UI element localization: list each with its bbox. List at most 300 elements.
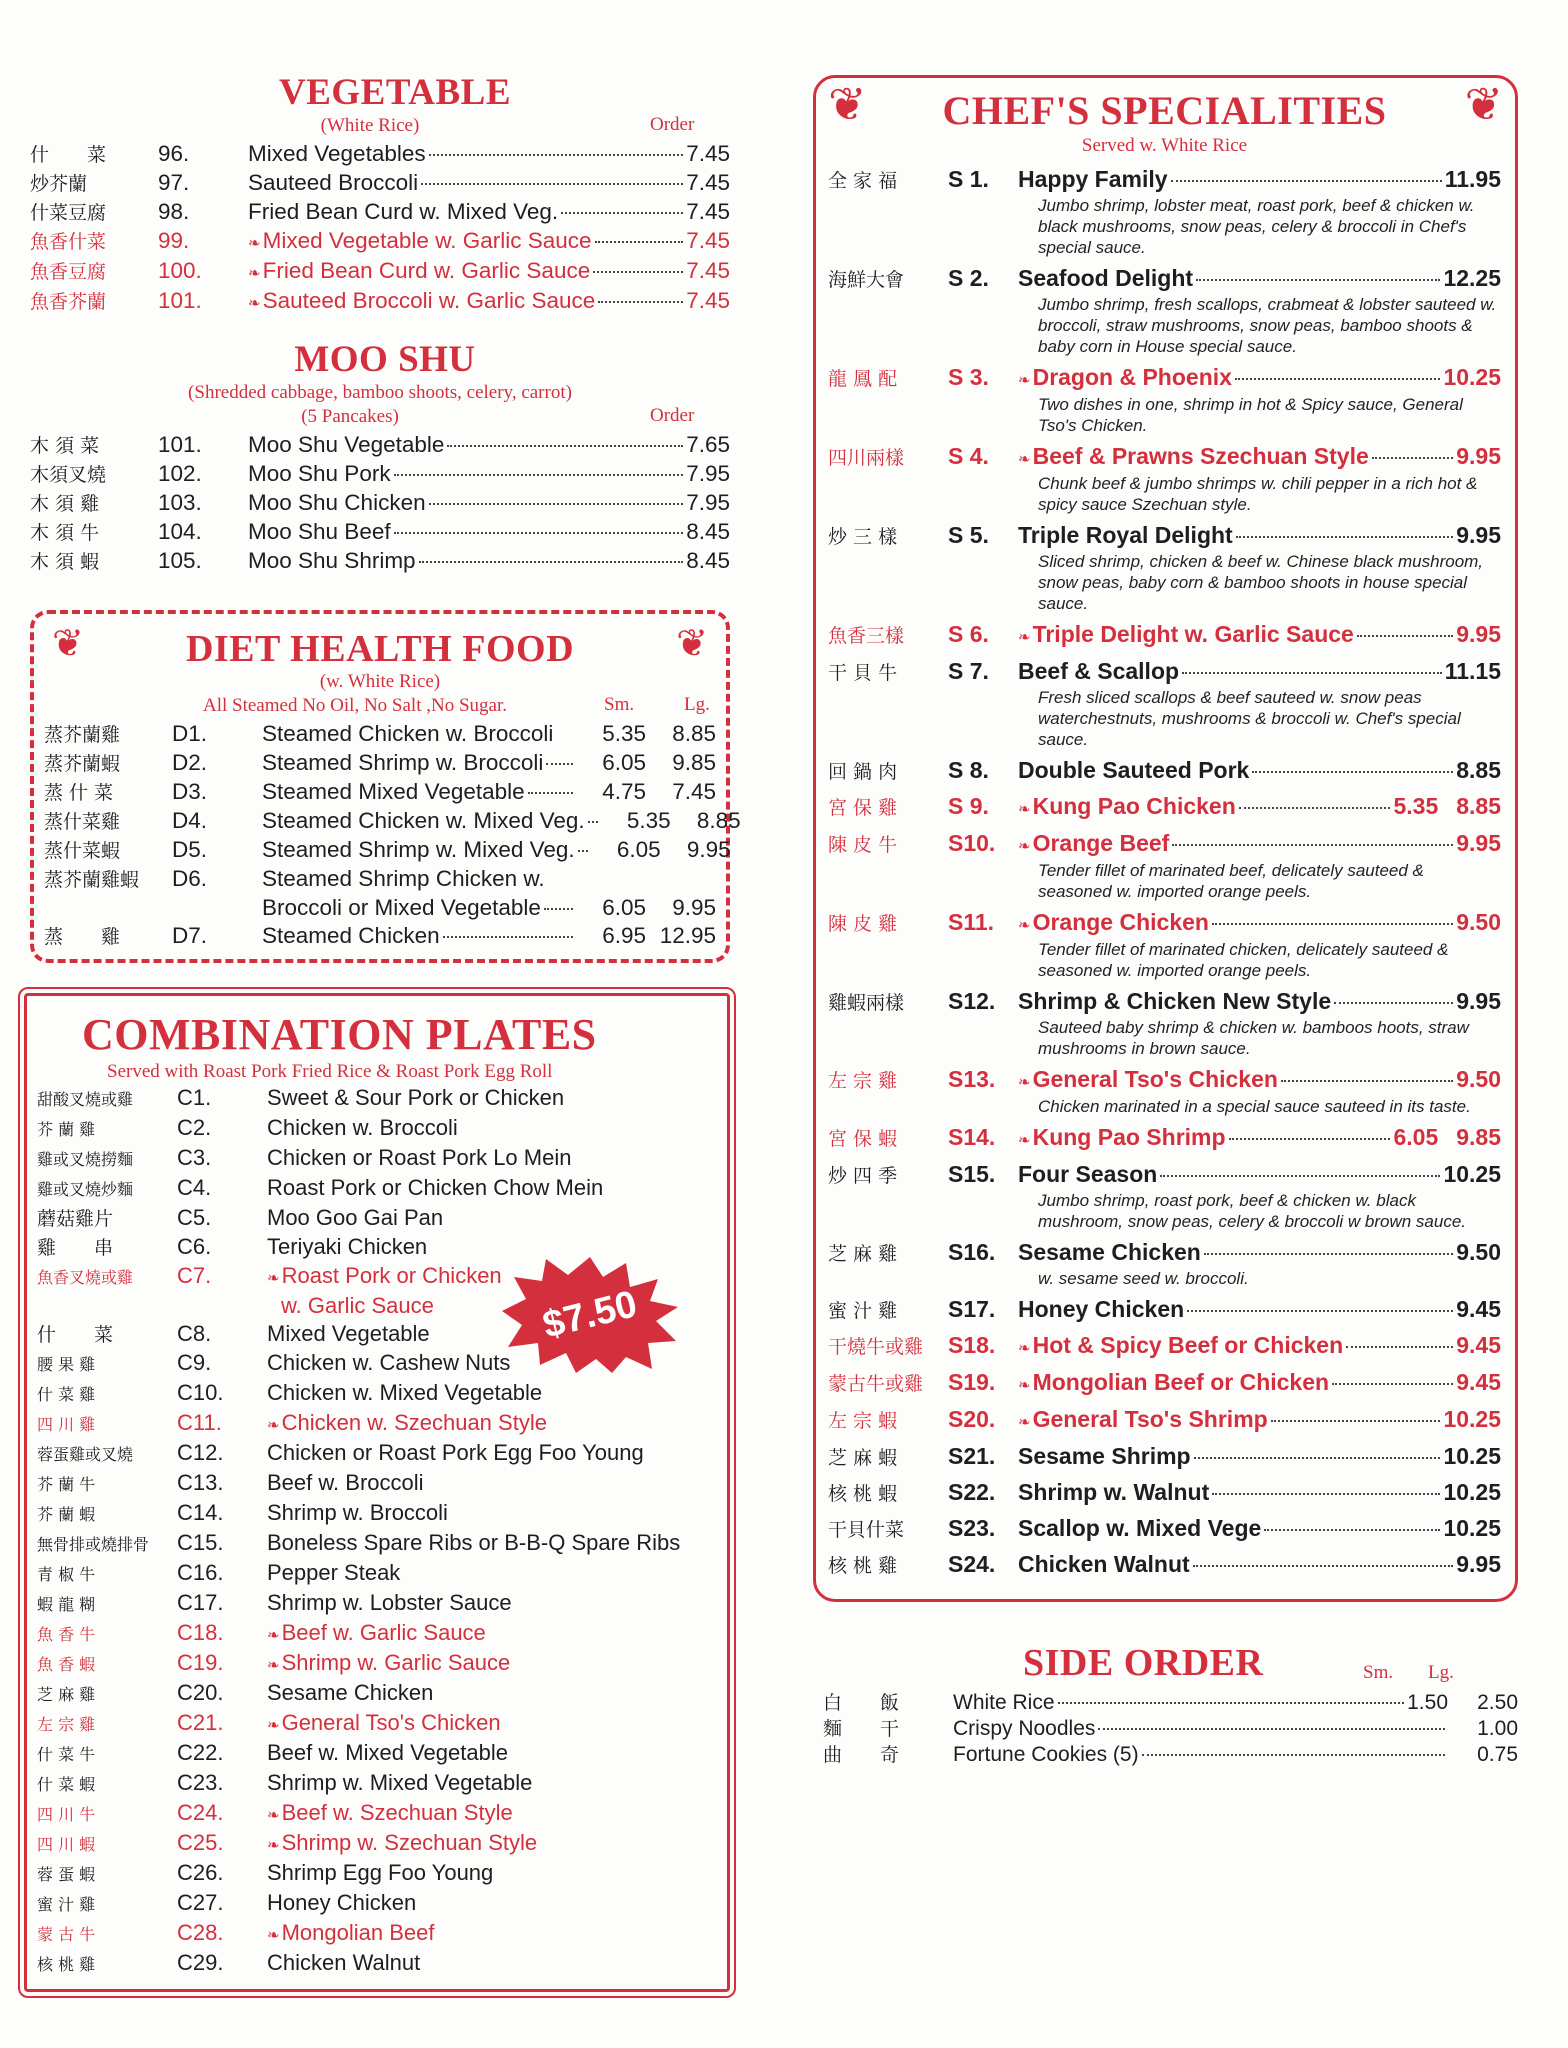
menu-item[interactable] <box>37 1559 715 1589</box>
diet-section <box>30 610 741 963</box>
item-code: C27. <box>177 1890 224 1915</box>
dot-leader <box>1193 1565 1454 1567</box>
chili-pepper-icon: ❧ <box>1018 1339 1031 1357</box>
item-name: Orange Chicken <box>1032 909 1209 935</box>
menu-item[interactable] <box>37 1529 715 1559</box>
chinese-name: 甜酸叉燒或雞 <box>37 1090 134 1109</box>
chinese-name: 炒 三 樣 <box>828 526 898 548</box>
item-name: Sauteed Broccoli w. Garlic Sauce <box>262 288 596 313</box>
dot-leader <box>1346 1346 1453 1348</box>
chef-item-row <box>828 830 1501 860</box>
dot-leader <box>443 936 573 938</box>
dot-leader <box>1264 1529 1440 1531</box>
price-large: 8.85 <box>696 808 741 833</box>
price-small: 6.05 <box>616 837 661 862</box>
item-code: C29. <box>177 1950 224 1975</box>
chef-item[interactable] <box>828 443 1501 515</box>
item-code: C22. <box>177 1740 224 1765</box>
item-name: Steamed Shrimp Chicken w. <box>262 866 545 891</box>
menu-item[interactable] <box>30 198 730 227</box>
menu-item[interactable] <box>37 1859 715 1889</box>
item-name: Shrimp w. Garlic Sauce <box>281 1650 511 1675</box>
menu-item[interactable] <box>37 1439 715 1469</box>
item-code: S21. <box>948 1443 996 1469</box>
item-name: Steamed Shrimp w. Mixed Veg. <box>262 837 575 862</box>
chinese-name: 芝 麻 蝦 <box>828 1447 898 1469</box>
menu-item[interactable] <box>44 865 716 894</box>
chinese-name: 什 菜 雞 <box>37 1385 96 1404</box>
chef-item-row <box>828 265 1501 294</box>
item-name: Beef w. Garlic Sauce <box>281 1620 486 1645</box>
item-name: Shrimp w. Walnut <box>1018 1479 1210 1505</box>
menu-item[interactable] <box>44 836 731 865</box>
item-price: 9.45 <box>1456 1296 1501 1322</box>
item-price: 7.65 <box>686 432 730 457</box>
item-price: 10.25 <box>1443 1161 1501 1187</box>
item-code: 99. <box>158 228 190 253</box>
item-code: D2. <box>172 750 208 775</box>
chinese-name: 曲 奇 <box>823 1744 900 1766</box>
side-section <box>813 1642 1518 1768</box>
item-name: Fried Bean Curd w. Mixed Veg. <box>248 199 559 224</box>
item-description: Sauteed baby shrimp & chicken w. bamboos hoots, straw mushrooms in brown sauce. <box>1038 1018 1469 1058</box>
item-name: Moo Shu Beef <box>248 519 391 544</box>
price-small: 6.05 <box>602 895 646 920</box>
menu-item[interactable] <box>37 1084 715 1114</box>
chinese-name: 木 須 蝦 <box>30 551 100 573</box>
chef-list <box>828 166 1501 1580</box>
item-price: 7.45 <box>686 170 730 195</box>
chinese-name: 核 桃 雞 <box>828 1555 898 1577</box>
dot-leader <box>1171 180 1442 182</box>
chef-item[interactable] <box>828 621 1501 651</box>
chef-item[interactable] <box>828 1296 1501 1325</box>
chinese-name: 魚香豆腐 <box>30 261 107 283</box>
item-name: White Rice <box>953 1691 1055 1714</box>
chinese-name: 芥 蘭 牛 <box>37 1475 96 1494</box>
chef-item[interactable] <box>828 988 1501 1059</box>
chef-item-row <box>828 1066 1501 1096</box>
chinese-name: 龍 鳳 配 <box>828 368 898 390</box>
item-code: S 3. <box>948 364 989 390</box>
chef-item-row <box>828 1332 1501 1362</box>
item-code: D1. <box>172 721 208 746</box>
dot-leader <box>429 503 684 505</box>
chinese-name: 魚香芥蘭 <box>30 291 107 313</box>
item-description: Tender fillet of marinated chicken, delicately sauteed & seasoned w. imported orange peels. <box>1038 940 1449 980</box>
item-price: 9.50 <box>1456 909 1501 935</box>
chef-item-row <box>828 757 1501 786</box>
item-description: Jumbo shrimp, roast pork, beef & chicken w. black mushroom, snow peas, celery & broccoli w brown sauce. <box>1038 1191 1467 1231</box>
item-price: 9.50 <box>1456 1239 1501 1265</box>
item-code: C19. <box>177 1650 224 1675</box>
vegetable-title: VEGETABLE <box>278 72 512 113</box>
chinese-name: 什 菜 <box>30 144 107 166</box>
item-name: Pepper Steak <box>267 1560 401 1585</box>
chili-pepper-icon: ❧ <box>1018 1073 1031 1091</box>
item-code: S14. <box>948 1124 996 1150</box>
diet-lg-label: Lg. <box>684 694 710 715</box>
chef-item[interactable] <box>828 522 1501 614</box>
chinese-name: 蘑菇雞片 <box>37 1208 114 1230</box>
chef-item-row <box>828 909 1501 939</box>
item-price: 10.25 <box>1443 1443 1501 1469</box>
menu-item[interactable] <box>44 749 716 778</box>
item-code: D5. <box>172 837 208 862</box>
menu-item[interactable] <box>37 1379 715 1409</box>
chinese-name: 雞 串 <box>37 1237 114 1259</box>
diet-title: DIET HEALTH FOOD <box>185 628 575 670</box>
item-name: Honey Chicken <box>1018 1296 1185 1322</box>
chef-item-row <box>828 1239 1501 1268</box>
menu-item[interactable] <box>37 1174 715 1204</box>
chinese-name: 雞或叉燒撈麵 <box>37 1150 134 1169</box>
item-code: S 1. <box>948 166 989 192</box>
item-code: C3. <box>177 1145 212 1170</box>
price-large: 1.00 <box>1477 1717 1518 1740</box>
chinese-name: 無骨排或燒排骨 <box>37 1535 150 1554</box>
menu-item[interactable] <box>44 720 716 749</box>
dot-leader <box>1281 1080 1453 1082</box>
diet-list <box>44 720 741 951</box>
chinese-name: 左 宗 雞 <box>828 1070 898 1092</box>
item-code: C13. <box>177 1470 224 1495</box>
item-code: C11. <box>177 1410 222 1435</box>
chef-item-row <box>828 1124 1501 1154</box>
menu-item[interactable] <box>37 1739 715 1769</box>
menu-item[interactable] <box>30 140 730 169</box>
chef-item-row <box>828 522 1501 551</box>
item-price: 9.95 <box>1456 522 1501 548</box>
chinese-name: 海鮮大會 <box>828 269 905 291</box>
item-name: Shrimp & Chicken New Style <box>1018 988 1332 1014</box>
menu-item[interactable] <box>823 1690 1518 1716</box>
item-description: Tender fillet of marinated beef, delicately sauteed & seasoned w. imported orange peels. <box>1038 861 1424 901</box>
menu-item[interactable] <box>37 1499 715 1529</box>
holly-ornament-icon: ❦ <box>828 78 867 130</box>
item-name: Triple Delight w. Garlic Sauce <box>1032 621 1354 647</box>
item-name: Roast Pork or Chicken <box>281 1263 502 1288</box>
chinese-name: 左 宗 蝦 <box>828 1410 898 1432</box>
mooshu-list <box>30 431 730 576</box>
chinese-name: 芥 蘭 雞 <box>37 1120 96 1139</box>
chili-pepper-icon: ❧ <box>248 234 261 252</box>
menu-item[interactable] <box>30 518 730 547</box>
dot-leader <box>1160 1175 1440 1177</box>
item-name: General Tso's Shrimp <box>1032 1406 1268 1432</box>
chef-item[interactable] <box>828 265 1501 357</box>
chef-item[interactable] <box>828 830 1501 902</box>
price-large: 8.85 <box>672 721 716 746</box>
menu-item[interactable] <box>30 257 730 287</box>
item-code: S11. <box>948 909 995 935</box>
vegetable-order-label: Order <box>650 114 695 135</box>
item-code: C7. <box>177 1263 212 1288</box>
item-price: 8.45 <box>686 548 730 573</box>
item-code: 105. <box>158 548 202 573</box>
item-code: S 6. <box>948 621 989 647</box>
price-small: 4.75 <box>602 779 646 804</box>
item-name: Beef & Prawns Szechuan Style <box>1032 443 1369 469</box>
menu-item[interactable] <box>37 1409 715 1439</box>
chef-item-row <box>828 1443 1501 1472</box>
item-name: Orange Beef <box>1032 830 1170 856</box>
item-code: D6. <box>172 866 208 891</box>
holly-ornament-icon: ❦ <box>52 623 84 665</box>
dot-leader <box>1187 1310 1453 1312</box>
chili-pepper-icon: ❧ <box>267 1656 280 1674</box>
chinese-name: 蒸芥蘭雞蝦 <box>44 869 140 891</box>
chef-item[interactable] <box>828 364 1501 436</box>
price-large: 7.45 <box>672 779 716 804</box>
chef-item[interactable] <box>828 658 1501 750</box>
price-small: 6.05 <box>602 750 646 775</box>
chinese-name: 木 須 菜 <box>30 435 100 457</box>
menu-item[interactable] <box>37 1919 715 1949</box>
menu-item <box>44 894 716 922</box>
menu-item[interactable] <box>37 1469 715 1499</box>
chef-item[interactable] <box>828 1479 1501 1508</box>
chinese-name: 四 川 蝦 <box>37 1835 96 1854</box>
item-price: 7.95 <box>686 461 730 486</box>
item-description: Sliced shrimp, chicken & beef w. Chinese black mushroom, snow peas, baby corn & bamboo shoots in house special sauce. <box>1038 552 1484 613</box>
item-name: General Tso's Chicken <box>1032 1066 1278 1092</box>
menu-item[interactable] <box>37 1889 715 1919</box>
chinese-name: 蒸什菜蝦 <box>44 840 121 862</box>
chinese-name: 陳 皮 雞 <box>828 913 898 935</box>
dot-leader <box>1332 1383 1453 1385</box>
item-name: General Tso's Chicken <box>281 1710 501 1735</box>
chef-item-row <box>828 364 1501 394</box>
dot-leader <box>578 850 588 852</box>
chili-pepper-icon: ❧ <box>267 1926 280 1944</box>
price-large: 2.50 <box>1477 1691 1518 1714</box>
item-name: Dragon & Phoenix <box>1032 364 1232 390</box>
price-small: 1.50 <box>1407 1691 1448 1714</box>
chili-pepper-icon: ❧ <box>267 1836 280 1854</box>
item-price: 9.95 <box>1456 621 1501 647</box>
chef-item-row <box>828 1296 1501 1325</box>
chef-item[interactable] <box>828 1443 1501 1472</box>
chinese-name: 四 川 牛 <box>37 1805 96 1824</box>
chef-item-row <box>828 621 1501 651</box>
chef-item-row <box>828 1551 1501 1580</box>
dot-leader <box>394 532 684 534</box>
chinese-name: 左 宗 雞 <box>37 1715 96 1734</box>
dot-leader <box>1252 771 1453 773</box>
menu-item[interactable] <box>44 922 716 951</box>
chef-item-row <box>828 1369 1501 1399</box>
item-code: C24. <box>177 1800 224 1825</box>
item-code: C9. <box>177 1350 212 1375</box>
dot-leader <box>447 445 683 447</box>
chili-pepper-icon: ❧ <box>248 294 261 312</box>
item-name: Shrimp w. Szechuan Style <box>281 1830 538 1855</box>
chef-item[interactable] <box>828 1124 1501 1154</box>
item-name: Happy Family <box>1018 166 1168 192</box>
item-code: S20. <box>948 1406 996 1432</box>
chef-item[interactable] <box>828 757 1501 786</box>
item-name: Four Season <box>1018 1161 1158 1187</box>
item-code: S 5. <box>948 522 989 548</box>
chef-item-row <box>828 1406 1501 1436</box>
chili-pepper-icon: ❧ <box>1018 628 1031 646</box>
item-name: Chicken Walnut <box>1018 1551 1190 1577</box>
mooshu-subtitle: (Shredded cabbage, bamboo shoots, celery, carrot) <box>188 382 572 403</box>
menu-item[interactable] <box>44 807 741 836</box>
chef-section <box>813 75 1518 1602</box>
dot-leader <box>1142 1754 1445 1756</box>
item-name: Sweet & Sour Pork or Chicken <box>267 1085 565 1110</box>
dot-leader <box>1271 1420 1441 1422</box>
chef-item[interactable] <box>828 1406 1501 1436</box>
chef-item[interactable] <box>828 1515 1501 1544</box>
side-list <box>823 1690 1518 1768</box>
menu-item[interactable] <box>37 1799 715 1829</box>
item-code: S17. <box>948 1296 996 1322</box>
dot-leader <box>598 301 683 303</box>
menu-item[interactable] <box>30 227 730 257</box>
chili-pepper-icon: ❧ <box>1018 800 1031 818</box>
item-code: S 7. <box>948 658 989 684</box>
dot-leader <box>429 154 684 156</box>
item-name: Double Sauteed Pork <box>1018 757 1250 783</box>
dot-leader <box>1194 1457 1441 1459</box>
item-name: Sauteed Broccoli <box>248 170 419 195</box>
chef-item-row <box>828 1479 1501 1508</box>
chinese-name: 蓉 蛋 蝦 <box>37 1865 96 1884</box>
item-code: 102. <box>158 461 202 486</box>
chili-pepper-icon: ❧ <box>1018 450 1031 468</box>
item-code: C23. <box>177 1770 224 1795</box>
item-name: Kung Pao Chicken <box>1032 793 1236 819</box>
chinese-name: 蒸什菜雞 <box>44 811 121 833</box>
item-code: S 8. <box>948 757 989 783</box>
dot-leader <box>1204 1253 1453 1255</box>
menu-item[interactable] <box>37 1679 715 1709</box>
menu-item[interactable] <box>30 460 730 489</box>
item-price: 10.25 <box>1443 1406 1501 1432</box>
price-large: 0.75 <box>1477 1743 1518 1766</box>
price-badge <box>500 1255 680 1375</box>
chili-pepper-icon: ❧ <box>1018 837 1031 855</box>
chef-item[interactable] <box>828 909 1501 981</box>
chinese-name: 什 菜 蝦 <box>37 1775 96 1794</box>
menu-item[interactable] <box>37 1114 715 1144</box>
chef-item[interactable] <box>828 1239 1501 1289</box>
item-description: Chicken marinated in a special sauce sauteed in its taste. <box>1038 1097 1471 1116</box>
menu-item[interactable] <box>30 169 730 198</box>
item-price: 9.45 <box>1456 1369 1501 1395</box>
menu-item[interactable] <box>823 1742 1518 1768</box>
vegetable-list <box>30 140 730 317</box>
item-name: Beef w. Mixed Vegetable <box>267 1740 508 1765</box>
chef-item-row <box>828 658 1501 687</box>
chili-pepper-icon: ❧ <box>1018 371 1031 389</box>
menu-item[interactable] <box>37 1949 715 1979</box>
chinese-name: 麵 干 <box>823 1718 900 1740</box>
item-code: 101. <box>158 432 202 457</box>
mooshu-title: MOO SHU <box>294 339 476 380</box>
item-price: 10.25 <box>1443 1479 1501 1505</box>
chinese-name: 魚 香 蝦 <box>37 1655 96 1674</box>
chef-title: CHEF'S SPECIALITIES <box>942 88 1387 133</box>
item-price: 11.15 <box>1444 658 1501 684</box>
item-name: Moo Shu Shrimp <box>248 548 416 573</box>
dot-leader <box>1239 807 1391 809</box>
menu-item[interactable] <box>30 489 730 518</box>
menu-item[interactable] <box>30 547 730 576</box>
chef-item[interactable] <box>828 166 1501 258</box>
item-price: 7.45 <box>686 228 730 253</box>
chef-item[interactable] <box>828 793 1501 823</box>
menu-item[interactable] <box>30 287 730 317</box>
chili-pepper-icon: ❧ <box>267 1416 280 1434</box>
item-price: 9.95 <box>1456 1551 1501 1577</box>
menu-item[interactable] <box>37 1619 715 1649</box>
menu-item[interactable] <box>37 1589 715 1619</box>
item-name: Steamed Shrimp w. Broccoli <box>262 750 544 775</box>
side-lg-label: Lg. <box>1428 1662 1454 1683</box>
chef-item[interactable] <box>828 1161 1501 1232</box>
chef-item[interactable] <box>828 1332 1501 1362</box>
menu-item[interactable] <box>37 1144 715 1174</box>
menu-item[interactable] <box>823 1716 1518 1742</box>
item-name: Steamed Chicken <box>262 923 440 948</box>
chinese-name: 炒 四 季 <box>828 1165 898 1187</box>
item-name: Moo Shu Pork <box>248 461 391 486</box>
menu-item[interactable] <box>37 1649 715 1679</box>
item-name: Kung Pao Shrimp <box>1032 1124 1226 1150</box>
chinese-name: 魚香叉燒或雞 <box>37 1268 134 1287</box>
chef-item[interactable] <box>828 1369 1501 1399</box>
chinese-name: 宮 保 蝦 <box>828 1128 898 1150</box>
chili-pepper-icon: ❧ <box>1018 1131 1031 1149</box>
chinese-name: 干貝什菜 <box>828 1519 905 1541</box>
item-name: Steamed Chicken w. Broccoli <box>262 721 554 746</box>
holly-ornament-icon: ❦ <box>676 623 708 665</box>
item-code: S23. <box>948 1515 996 1541</box>
menu-item[interactable] <box>44 778 716 807</box>
chinese-name: 干 貝 牛 <box>828 662 898 684</box>
diet-subtitle: (w. White Rice) <box>319 671 441 692</box>
item-code: C5. <box>177 1205 212 1230</box>
chef-item[interactable] <box>828 1066 1501 1117</box>
dot-leader <box>419 561 684 563</box>
item-name: Honey Chicken <box>267 1890 417 1915</box>
chef-item[interactable] <box>828 1551 1501 1580</box>
price-small: 5.35 <box>602 721 646 746</box>
menu-item[interactable] <box>37 1204 715 1233</box>
item-name: w. Garlic Sauce <box>281 1293 434 1318</box>
menu-item[interactable] <box>37 1709 715 1739</box>
item-price: 7.45 <box>686 141 730 166</box>
chinese-name: 蜜 汁 雞 <box>37 1895 96 1914</box>
chinese-name: 木 須 雞 <box>30 493 100 515</box>
item-name: Steamed Chicken w. Mixed Veg. <box>262 808 585 833</box>
menu-item[interactable] <box>37 1829 715 1859</box>
chinese-name: 四 川 雞 <box>37 1415 96 1434</box>
dot-leader <box>1334 1002 1453 1004</box>
price-large: 12.95 <box>659 923 716 948</box>
price-large: 9.95 <box>672 895 716 920</box>
menu-item[interactable] <box>30 431 730 460</box>
dot-leader <box>1098 1728 1445 1730</box>
menu-item[interactable] <box>37 1769 715 1799</box>
item-code: S10. <box>948 830 996 856</box>
dot-leader <box>546 763 573 765</box>
item-name: Boneless Spare Ribs or B-B-Q Spare Ribs <box>267 1530 681 1555</box>
